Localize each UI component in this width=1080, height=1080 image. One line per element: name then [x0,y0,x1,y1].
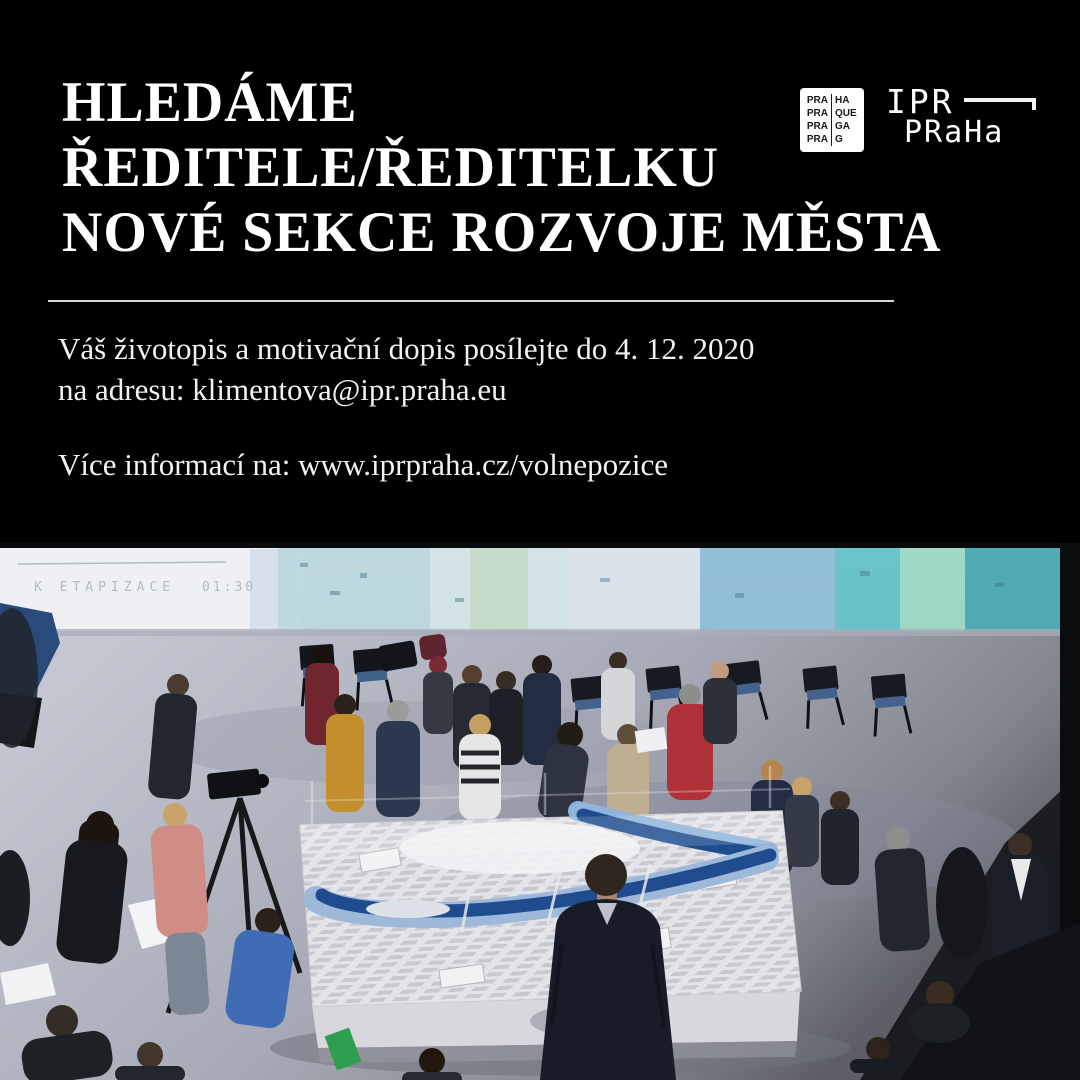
praha-logo-cell: HA [835,95,850,106]
praha-logo-cell: PRA [800,94,832,107]
projection-wall [0,543,1080,639]
ipr-praha-logo [886,82,1036,150]
praha-city-logo [800,88,864,152]
praha-logo-cell: G [835,134,843,145]
praha-logo-cell: GA [835,121,850,132]
event-photo [0,543,1080,1080]
ipr-logo-rule [964,98,1036,102]
headline-line-3: NOVÉ SEKCE ROZVOJE MĚSTA [62,201,942,264]
contact-block [58,328,755,410]
praha-logo-cell: PRA [800,107,832,120]
contact-line-email: na adresu: klimentova@ipr.praha.eu [58,372,507,407]
headline-line-1: HLEDÁME [62,71,358,134]
more-info-line: Více informací na: www.iprpraha.cz/volnepozice [58,447,668,482]
headline-line-2: ŘEDITELE/ŘEDITELKU [62,136,720,199]
praha-logo-cell: PRA [800,133,832,146]
ipr-logo-text: IPR [886,82,955,121]
contact-line-deadline: Váš životopis a motivační dopis posílejte do 4. 12. 2020 [58,331,755,366]
svg-text:K ETAPIZACE: K ETAPIZACE [34,580,176,595]
projected-map-slides [278,543,1062,637]
praha-logo-cell: PRA [800,120,832,133]
svg-text:01:30: 01:30 [202,580,257,595]
praha-logo-cell: QUE [835,108,857,119]
divider-line [48,300,894,302]
ipr-logo-text: PRaHa [904,115,1005,150]
